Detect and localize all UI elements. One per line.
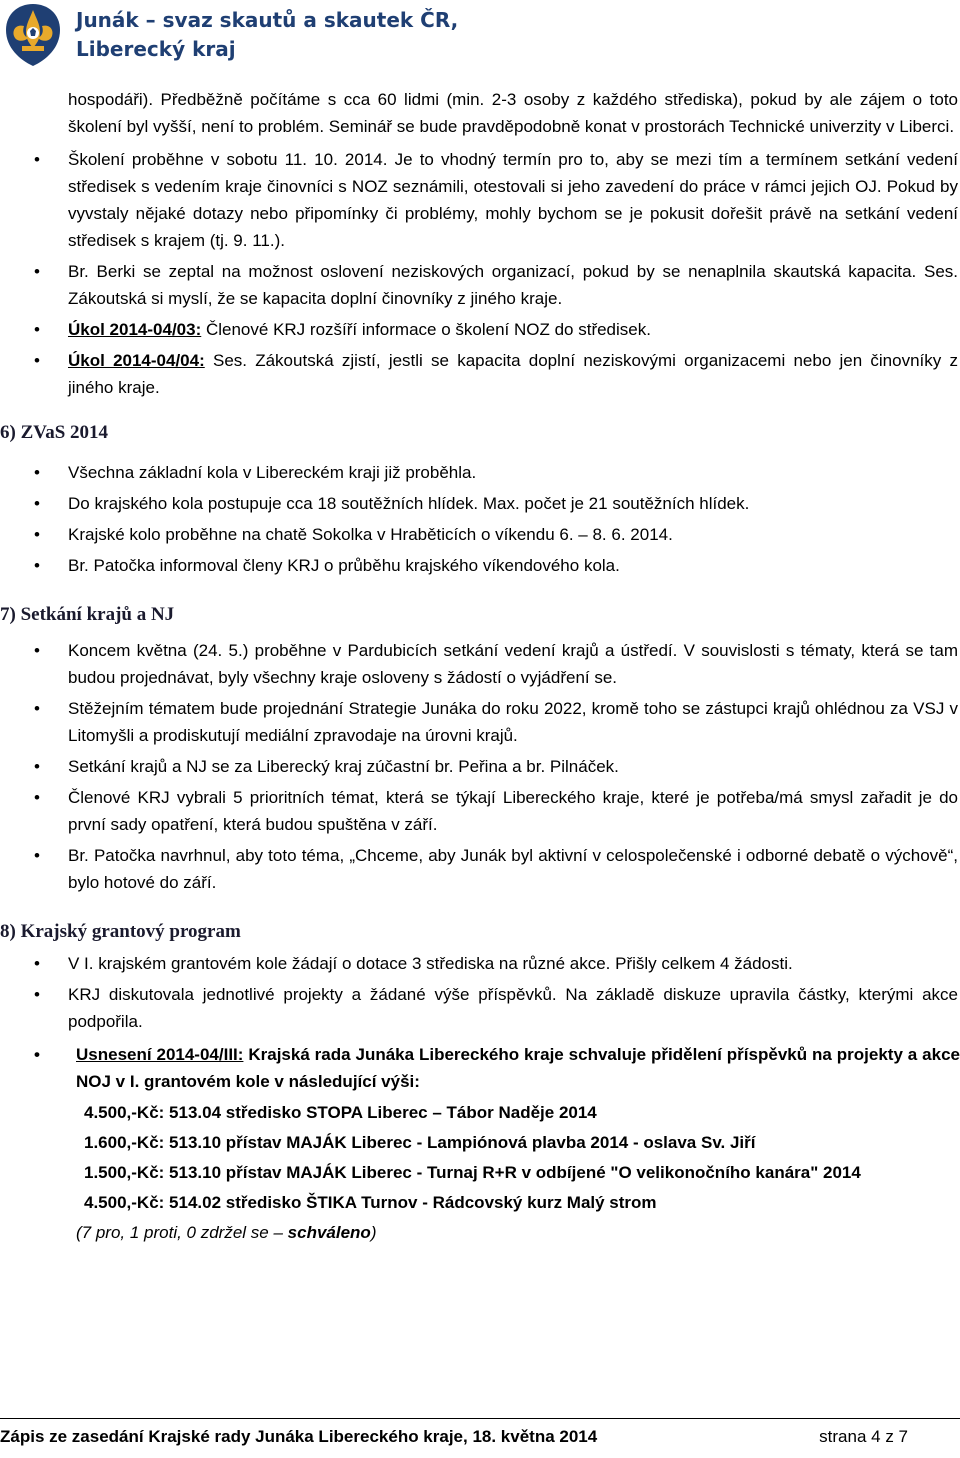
section-heading: 8) Krajský grantový program: [0, 921, 241, 942]
list-item-text: Školení proběhne v sobotu 11. 10. 2014. Je to vhodný termín pro to, aby se mezi tím a termínem setkání vedení středisek s vedením kraje činovníci s NOZ seznámili, otestovali si jeho zavedení do práce v rámci jejich OJ. Pokud by vyvstaly nějaké dotazy nebo připomínky či problémy, mohly bychom se je pokusit dořešit právě na setkání vedení středisek s krajem (tj. 9. 11.).: [68, 150, 958, 250]
list-item: [0, 842, 960, 896]
task-label: Úkol 2014-04/03:: [68, 320, 202, 339]
resolution-label: Usnesení 2014-04/III:: [76, 1045, 244, 1064]
bullet-icon: •: [34, 985, 40, 1004]
grant-amount: 4.500,-Kč: 514.02 středisko ŠTIKA Turnov - Rádcovský kurz Malý strom: [84, 1193, 657, 1212]
list-item-text: Stěžejním tématem bude projednání Strategie Junáka do roku 2022, kromě toho se zástupci krajů ohlédnou za VSJ v Litomyšli a prodiskutují mediální zpravodaje na úrovni krajů.: [68, 699, 958, 745]
bullet-icon: •: [34, 788, 40, 807]
bullet-icon: •: [34, 641, 40, 660]
page-number: strana 4 z 7: [819, 1427, 908, 1446]
org-line-1: Junák – svaz skautů a skautek ČR,: [76, 8, 459, 32]
list-item-text: Br. Patočka navrhnul, aby toto téma, „Chceme, aby Junák byl aktivní v celospolečenské i odborné debatě o výchově“, bylo hotové do září.: [68, 846, 958, 892]
list-item-text: V I. krajském grantovém kole žádají o dotace 3 střediska na různé akce. Přišly celkem 4 žádosti.: [68, 954, 793, 973]
list-item: [0, 552, 960, 579]
list-item-text: Do krajského kola postupuje cca 18 soutěžních hlídek. Max. počet je 21 soutěžních hlídek.: [68, 494, 750, 513]
paragraph-continued: hospodáři). Předběžně počítáme s cca 60 lidmi (min. 2-3 osoby z každého střediska), pokud by ale zájem o toto školení byl vyšší, není to problém. Seminář se bude pravděpodobně konat v prostorách Technické univerzity v Liberci.: [68, 90, 958, 136]
section-heading: 6) ZVaS 2014: [0, 422, 109, 443]
page-header: [0, 0, 960, 70]
vote-outcome: schváleno: [287, 1223, 371, 1242]
list-item: [0, 695, 960, 749]
list-item-text: Br. Berki se zeptal na možnost oslovení neziskových organizací, pokud by se nenaplnila skautská kapacita. Ses. Zákoutská si myslí, že se kapacita doplní činovníky z jiného kraje.: [68, 262, 958, 308]
vote-result: [0, 1219, 960, 1246]
list-item: [0, 637, 960, 691]
bullet-icon: •: [34, 351, 40, 370]
vote-suffix: ): [370, 1223, 377, 1242]
list-item: [0, 490, 960, 517]
list-item: [0, 521, 960, 548]
list-item: [0, 459, 960, 486]
list-item-text: Všechna základní kola v Libereckém kraji již proběhla.: [68, 463, 477, 482]
list-item: [0, 784, 960, 838]
page-footer: [0, 1418, 960, 1453]
list-item: [0, 981, 960, 1035]
list-item-text: Br. Patočka informoval členy KRJ o průběhu krajského víkendového kola.: [68, 556, 620, 575]
resolution-text: Krajská rada Junáka Libereckého kraje schvaluje přidělení příspěvků na projekty a akce NOJ v I. grantovém kole v následující výši:: [76, 1045, 960, 1091]
list-item: [0, 347, 960, 401]
section-heading: 7) Setkání krajů a NJ: [0, 604, 175, 625]
document-body: [0, 86, 960, 1246]
bullet-icon: •: [34, 463, 40, 482]
bullet-icon: •: [34, 556, 40, 575]
bullet-icon: •: [34, 954, 40, 973]
bullet-icon: •: [34, 699, 40, 718]
list-item-text: Členové KRJ vybrali 5 prioritních témat, která se týkají Libereckého kraje, které je potřeba/má smysl zařadit je do první sady opatření, která budou spuštěna v září.: [68, 788, 958, 834]
document-title: Zápis ze zasedání Krajské rady Junáka Libereckého kraje, 18. května 2014: [0, 1427, 598, 1446]
list-item: [0, 950, 960, 977]
bullet-icon: •: [34, 262, 40, 281]
bullet-icon: •: [34, 757, 40, 776]
list-item: [0, 258, 960, 312]
list-item-text: Ses. Zákoutská zjistí, jestli se kapacita doplní neziskovými organizacemi nebo jen činovníky z jiného kraje.: [68, 351, 958, 397]
bullet-icon: •: [34, 494, 40, 513]
list-item-text: Členové KRJ rozšíří informace o školení NOZ do středisek.: [201, 320, 651, 339]
organization-name: [76, 6, 458, 64]
bullet-icon: •: [34, 320, 40, 339]
bullet-icon: •: [34, 525, 40, 544]
list-item: [0, 316, 960, 343]
org-line-2: Liberecký kraj: [76, 37, 236, 61]
list-item: [0, 146, 960, 254]
list-item-text: Setkání krajů a NJ se za Liberecký kraj zúčastní br. Peřina a br. Pilnáček.: [68, 757, 619, 776]
bullet-icon: •: [34, 1045, 40, 1064]
resolution-item: [0, 1041, 960, 1095]
vote-counts: (7 pro, 1 proti, 0 zdržel se –: [76, 1223, 288, 1242]
grant-amount: 4.500,-Kč: 513.04 středisko STOPA Liberec – Tábor Naděje 2014: [84, 1103, 597, 1122]
list-item-text: Koncem května (24. 5.) proběhne v Pardubicích setkání vedení krajů a ústředí. V souvislosti s tématy, která se tam budou projednávat, byly všechny kraje osloveny s žádostí o vyjádření se.: [68, 641, 958, 687]
fleur-de-lis-logo-icon: [2, 2, 64, 68]
list-item-text: KRJ diskutovala jednotlivé projekty a žádané výše příspěvků. Na základě diskuze upravila částky, kterými akce podpořila.: [68, 985, 958, 1031]
grant-amount: 1.600,-Kč: 513.10 přístav MAJÁK Liberec - Lampiónová plavba 2014 - oslava Sv. Jiří: [84, 1133, 756, 1152]
bullet-icon: •: [34, 150, 40, 169]
list-item: [0, 753, 960, 780]
task-label: Úkol 2014-04/04:: [68, 351, 205, 370]
list-item-text: Krajské kolo proběhne na chatě Sokolka v Hraběticích o víkendu 6. – 8. 6. 2014.: [68, 525, 673, 544]
grant-amount: 1.500,-Kč: 513.10 přístav MAJÁK Liberec - Turnaj R+R v odbíjené "O velikonočního kanára" 2014: [84, 1163, 861, 1182]
bullet-icon: •: [34, 846, 40, 865]
